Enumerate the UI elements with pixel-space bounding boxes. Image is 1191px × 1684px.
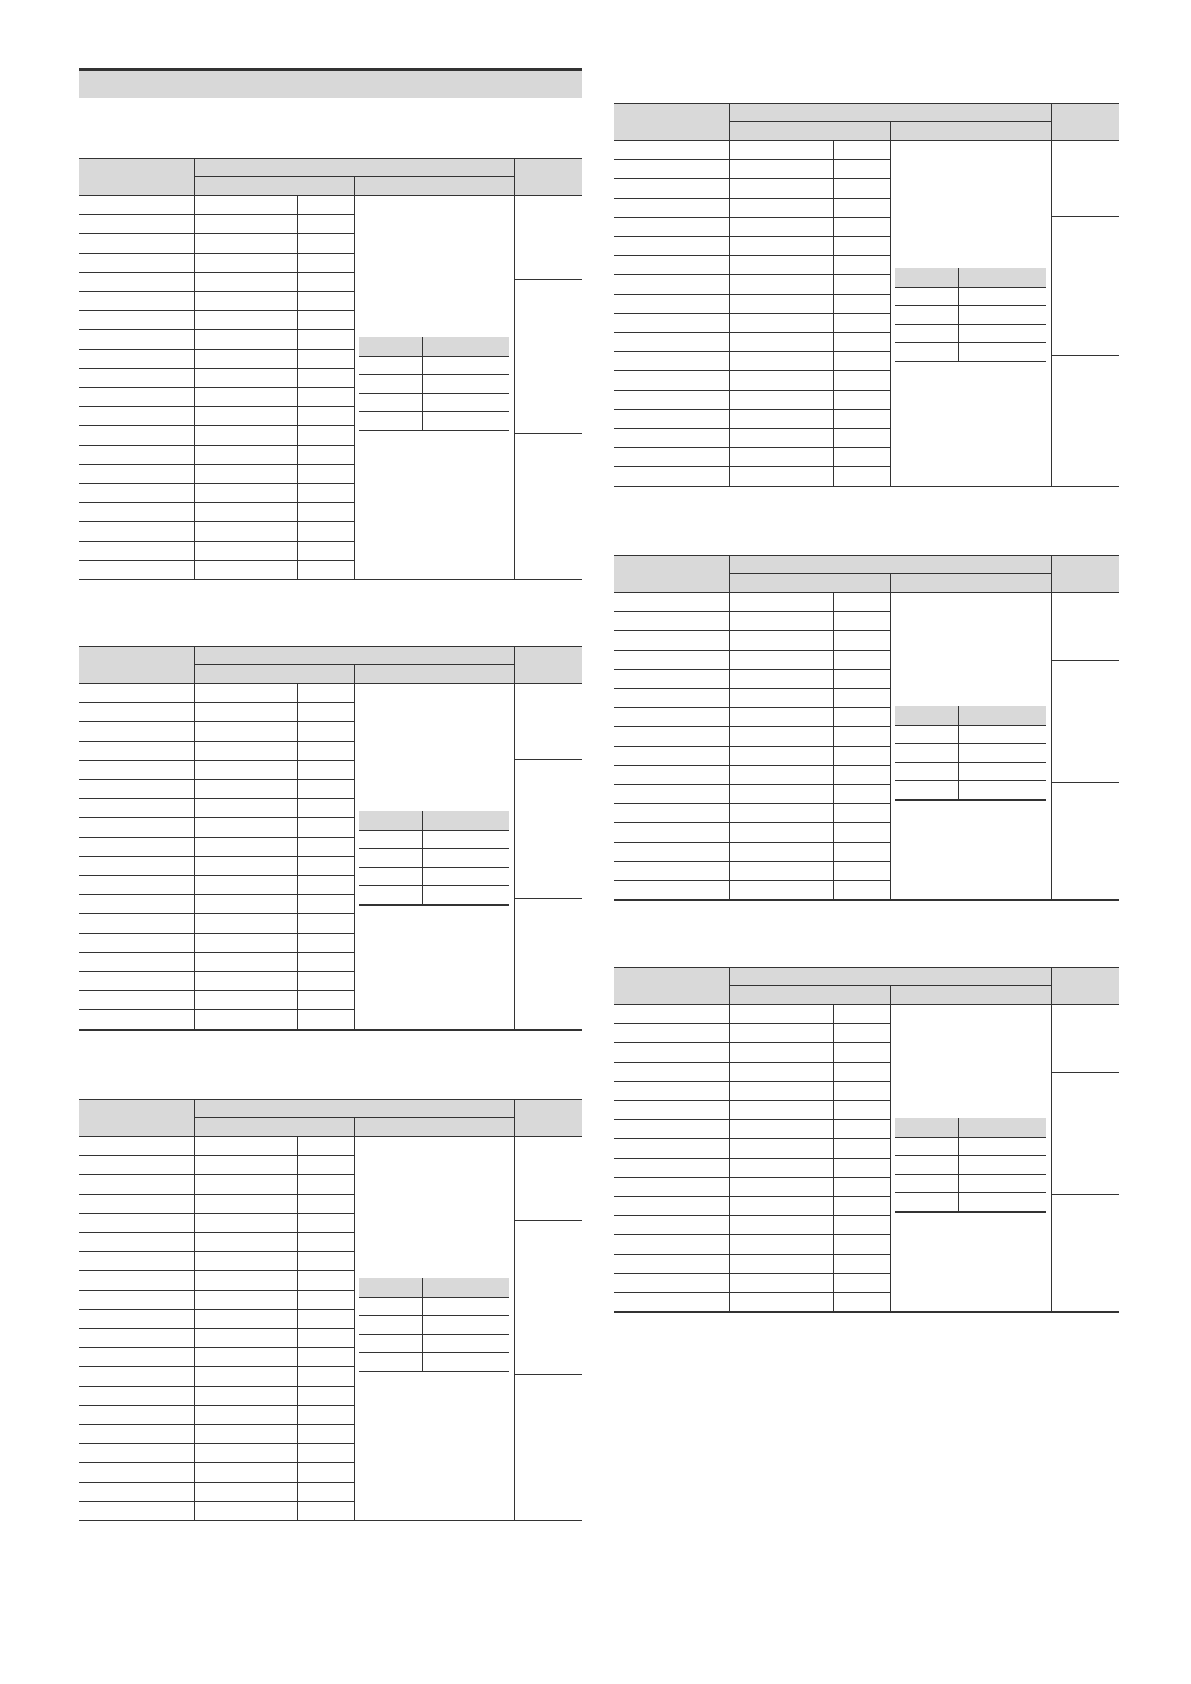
data-table-2: [79, 646, 582, 1029]
right-group-rule: [514, 433, 582, 434]
inner-table-row: [895, 1192, 1046, 1193]
table-row: [79, 349, 354, 350]
inner-table-header: [895, 268, 1046, 287]
inner-table-row: [895, 1174, 1046, 1175]
header-col-divider: [514, 1099, 515, 1136]
header-bottom-rule: [79, 1136, 582, 1137]
inner-table-row: [359, 1371, 509, 1372]
inner-table-row: [895, 287, 1046, 288]
inner-col-divider: [422, 1278, 423, 1371]
inner-table-row: [895, 725, 1046, 726]
body-col-divider: [833, 140, 834, 486]
header-col-divider: [1051, 555, 1052, 592]
table-row: [79, 817, 354, 818]
table-row: [614, 1215, 890, 1216]
inner-table: [359, 1278, 509, 1371]
inner-table-row: [359, 411, 509, 412]
table-row: [79, 1386, 354, 1387]
table-row: [614, 842, 890, 843]
table-bottom-rule: [79, 1029, 582, 1031]
table-bottom-rule: [79, 1520, 582, 1521]
table-row: [79, 1347, 354, 1348]
table-row: [79, 702, 354, 703]
table-row: [79, 521, 354, 522]
table-row: [79, 291, 354, 292]
table-row: [79, 272, 354, 273]
table-row: [79, 1251, 354, 1252]
table-row: [614, 1254, 890, 1255]
inner-table-row: [895, 324, 1046, 325]
table-row: [614, 1119, 890, 1120]
table-row: [79, 502, 354, 503]
table-row: [614, 803, 890, 804]
body-col-divider: [514, 1136, 515, 1520]
table-row: [79, 560, 354, 561]
table-row: [79, 233, 354, 234]
table-row: [79, 1290, 354, 1291]
header-col-divider: [194, 158, 195, 195]
inner-table-row: [895, 342, 1046, 343]
inner-table-row: [359, 393, 509, 394]
body-col-divider: [890, 140, 891, 486]
table-row: [614, 1158, 890, 1159]
table-row: [614, 370, 890, 371]
table-row: [614, 1177, 890, 1178]
body-col-divider: [729, 1004, 730, 1311]
inner-table-row: [895, 1155, 1046, 1156]
table-row: [79, 779, 354, 780]
body-col-divider: [297, 195, 298, 579]
table-row: [79, 913, 354, 914]
header-col-divider: [514, 158, 515, 195]
inner-table: [895, 706, 1046, 799]
table-row: [79, 1424, 354, 1425]
inner-table-row: [359, 830, 509, 831]
table-row: [614, 1023, 890, 1024]
table-row: [79, 875, 354, 876]
inner-col-divider: [422, 811, 423, 904]
inner-table-header: [895, 1118, 1046, 1137]
inner-table-row: [895, 780, 1046, 781]
table-row: [79, 1443, 354, 1444]
body-col-divider: [297, 683, 298, 1029]
header-col-divider: [890, 573, 891, 592]
inner-col-divider: [422, 337, 423, 430]
header-top-rule: [614, 103, 1119, 104]
table-row: [79, 1309, 354, 1310]
inner-col-divider: [958, 706, 959, 799]
table-row: [614, 1138, 890, 1139]
header-col-divider: [354, 176, 355, 195]
header-col-divider: [890, 121, 891, 140]
inner-col-divider: [958, 1118, 959, 1211]
table-row: [614, 707, 890, 708]
table-row: [614, 447, 890, 448]
table-row: [79, 214, 354, 215]
table-row: [79, 760, 354, 761]
table-row: [614, 822, 890, 823]
table-row: [79, 933, 354, 934]
inner-table: [359, 811, 509, 904]
inner-table-row: [359, 885, 509, 886]
body-col-divider: [1051, 1004, 1052, 1311]
table-row: [79, 971, 354, 972]
inner-table-row: [895, 361, 1046, 362]
inner-table-row: [895, 305, 1046, 306]
table-row: [614, 746, 890, 747]
table-row: [614, 1273, 890, 1274]
table-row: [614, 611, 890, 612]
body-col-divider: [194, 195, 195, 579]
table-row: [79, 894, 354, 895]
header-bottom-rule: [614, 1004, 1119, 1005]
inner-table-row: [895, 1137, 1046, 1138]
table-row: [79, 1328, 354, 1329]
table-row: [614, 650, 890, 651]
inner-table-row: [359, 904, 509, 906]
table-row: [79, 837, 354, 838]
table-bottom-rule: [79, 579, 582, 580]
table-row: [614, 784, 890, 785]
body-col-divider: [729, 592, 730, 899]
header-top-rule: [614, 555, 1119, 556]
table-row: [79, 483, 354, 484]
section-header-bar: [79, 68, 582, 98]
header-top-rule: [614, 967, 1119, 968]
header-col-divider: [354, 1117, 355, 1136]
inner-table-header: [359, 337, 509, 356]
header-col-divider: [1051, 103, 1052, 140]
inner-table-row: [359, 848, 509, 849]
body-col-divider: [194, 683, 195, 1029]
header-top-rule: [79, 1099, 582, 1100]
table-row: [614, 1042, 890, 1043]
table-row: [614, 198, 890, 199]
table-row: [614, 630, 890, 631]
table-row: [614, 178, 890, 179]
data-table-4: [614, 103, 1119, 486]
header-top-rule: [79, 158, 582, 159]
table-row: [614, 861, 890, 862]
right-group-rule: [1051, 782, 1119, 783]
table-row: [79, 1009, 354, 1010]
table-row: [79, 741, 354, 742]
right-group-rule: [514, 898, 582, 899]
table-row: [614, 294, 890, 295]
table-row: [79, 406, 354, 407]
right-group-rule: [1051, 1072, 1119, 1073]
data-table-6: [614, 967, 1119, 1311]
table-row: [79, 464, 354, 465]
body-col-divider: [1051, 140, 1052, 486]
header-col-divider: [729, 555, 730, 592]
right-group-rule: [514, 759, 582, 760]
inner-col-divider: [958, 268, 959, 361]
table-row: [614, 351, 890, 352]
body-col-divider: [354, 683, 355, 1029]
table-bottom-rule: [614, 899, 1119, 901]
inner-table-row: [359, 374, 509, 375]
table-row: [79, 990, 354, 991]
table-row: [79, 329, 354, 330]
table-row: [79, 368, 354, 369]
table-row: [614, 688, 890, 689]
table-row: [79, 1270, 354, 1271]
right-group-rule: [514, 279, 582, 280]
body-col-divider: [297, 1136, 298, 1520]
header-col-divider: [194, 646, 195, 683]
table-bottom-rule: [614, 1311, 1119, 1313]
inner-table: [895, 1118, 1046, 1211]
inner-table: [359, 337, 509, 430]
body-col-divider: [890, 592, 891, 899]
table-row: [79, 721, 354, 722]
data-table-3: [79, 1099, 582, 1520]
inner-table-header: [359, 811, 509, 830]
body-col-divider: [1051, 592, 1052, 899]
table-row: [614, 1234, 890, 1235]
inner-table: [895, 268, 1046, 361]
table-row: [79, 1501, 354, 1502]
table-row: [614, 409, 890, 410]
table-row: [614, 390, 890, 391]
data-table-1: [79, 158, 582, 579]
body-col-divider: [833, 592, 834, 899]
section-title: [79, 71, 582, 83]
table-row: [614, 255, 890, 256]
body-col-divider: [354, 195, 355, 579]
table-row: [79, 1366, 354, 1367]
header-col-divider: [514, 646, 515, 683]
inner-table-row: [359, 356, 509, 357]
inner-table-row: [359, 1334, 509, 1335]
body-col-divider: [729, 140, 730, 486]
inner-table-row: [359, 1315, 509, 1316]
header-bottom-rule: [614, 140, 1119, 141]
inner-table-row: [895, 743, 1046, 744]
inner-table-row: [359, 867, 509, 868]
right-group-rule: [514, 1220, 582, 1221]
right-group-rule: [1051, 355, 1119, 356]
table-row: [614, 669, 890, 670]
body-col-divider: [514, 683, 515, 1029]
table-row: [614, 236, 890, 237]
table-row: [614, 1062, 890, 1063]
right-group-rule: [1051, 1194, 1119, 1195]
table-row: [79, 1232, 354, 1233]
inner-table-header: [895, 706, 1046, 725]
header-col-divider: [1051, 967, 1052, 1004]
table-row: [614, 428, 890, 429]
inner-table-row: [895, 1211, 1046, 1213]
table-row: [79, 1194, 354, 1195]
inner-table-row: [895, 762, 1046, 763]
header-col-divider: [729, 967, 730, 1004]
inner-table-header: [359, 1278, 509, 1297]
table-row: [79, 1482, 354, 1483]
table-row: [79, 1155, 354, 1156]
table-row: [614, 217, 890, 218]
header-top-rule: [79, 646, 582, 647]
table-row: [79, 1405, 354, 1406]
body-col-divider: [890, 1004, 891, 1311]
table-row: [614, 1081, 890, 1082]
inner-table-row: [359, 1352, 509, 1353]
table-row: [614, 332, 890, 333]
body-col-divider: [833, 1004, 834, 1311]
body-col-divider: [194, 1136, 195, 1520]
table-row: [79, 310, 354, 311]
table-row: [614, 274, 890, 275]
table-row: [79, 798, 354, 799]
header-col-divider: [729, 103, 730, 140]
table-row: [614, 1292, 890, 1293]
table-row: [79, 541, 354, 542]
table-row: [614, 466, 890, 467]
header-col-divider: [194, 1099, 195, 1136]
table-row: [79, 1462, 354, 1463]
table-row: [79, 425, 354, 426]
header-bottom-rule: [79, 195, 582, 196]
table-row: [79, 1174, 354, 1175]
right-group-rule: [1051, 216, 1119, 217]
table-row: [614, 726, 890, 727]
data-table-5: [614, 555, 1119, 899]
table-row: [79, 1213, 354, 1214]
right-group-rule: [1051, 660, 1119, 661]
table-row: [614, 880, 890, 881]
table-row: [79, 856, 354, 857]
table-row: [614, 765, 890, 766]
inner-table-row: [895, 799, 1046, 801]
table-row: [79, 253, 354, 254]
table-row: [614, 1196, 890, 1197]
body-col-divider: [514, 195, 515, 579]
header-col-divider: [890, 985, 891, 1004]
right-group-rule: [514, 1374, 582, 1375]
body-col-divider: [354, 1136, 355, 1520]
inner-table-row: [359, 430, 509, 431]
table-row: [614, 159, 890, 160]
header-bottom-rule: [79, 683, 582, 684]
table-row: [79, 387, 354, 388]
table-row: [79, 445, 354, 446]
table-row: [79, 952, 354, 953]
table-row: [614, 1100, 890, 1101]
table-row: [614, 313, 890, 314]
inner-table-row: [359, 1297, 509, 1298]
header-bottom-rule: [614, 592, 1119, 593]
table-bottom-rule: [614, 486, 1119, 487]
header-col-divider: [354, 664, 355, 683]
